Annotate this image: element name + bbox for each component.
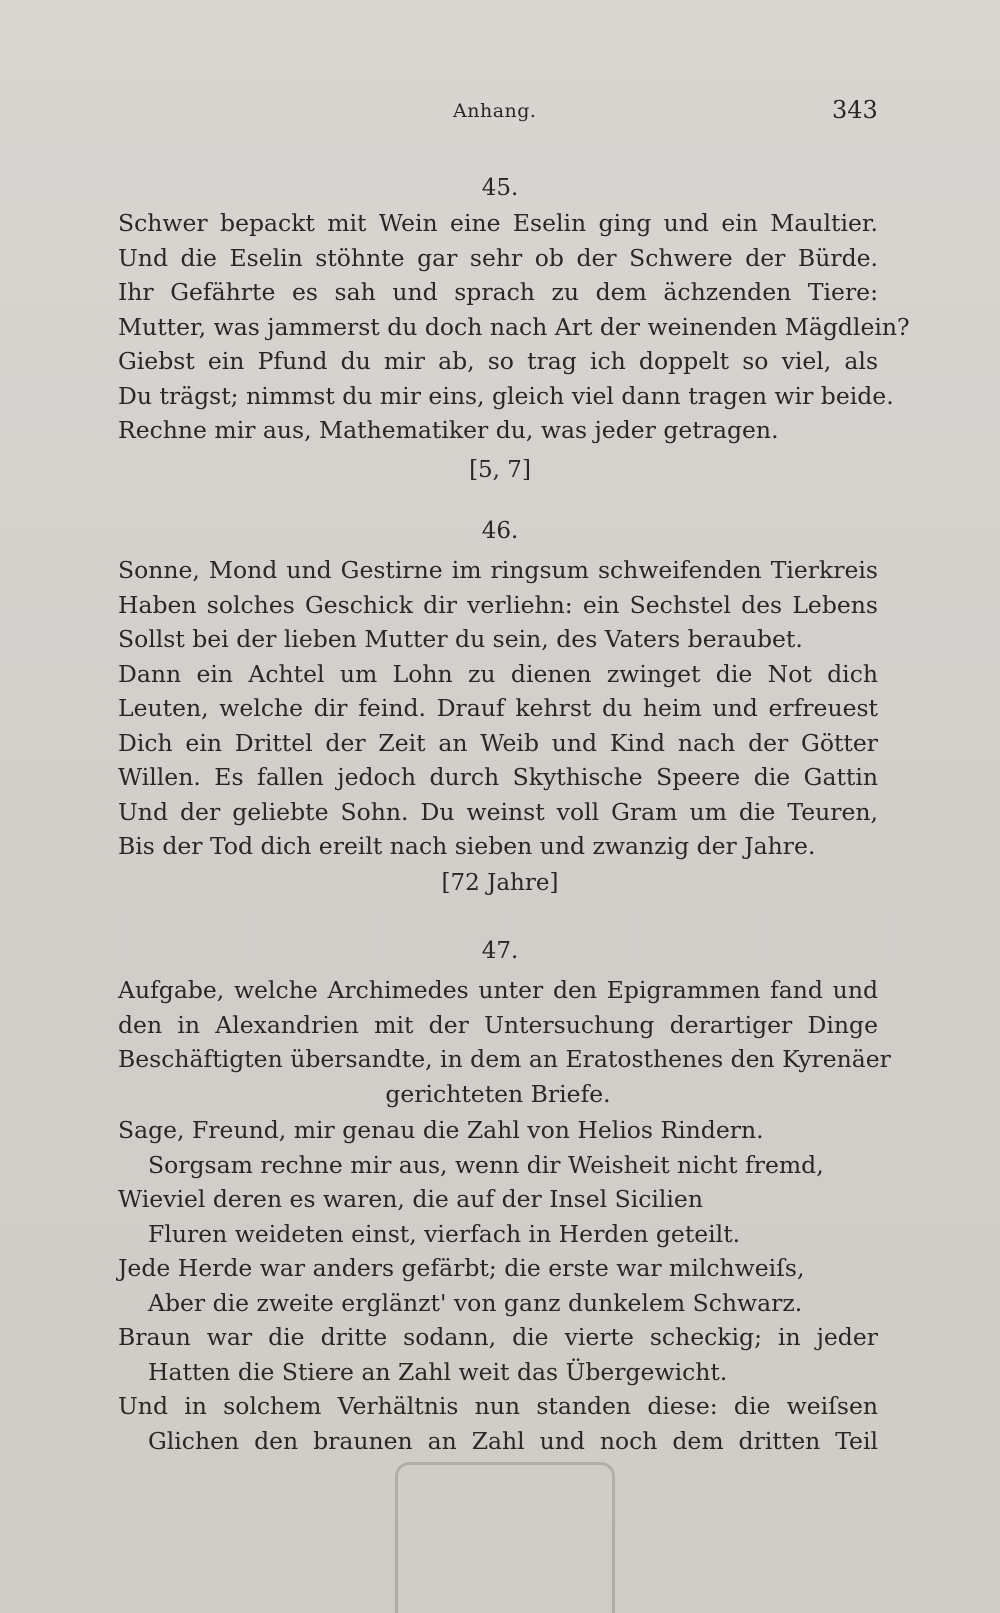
text-line: Willen. Es fallen jedoch durch Skythische Speere die Gattin <box>118 763 878 791</box>
text-line: Rechne mir aus, Mathematiker du, was jeder getragen. <box>118 416 779 444</box>
problem-46-answer: [72 Jahre] <box>441 870 559 896</box>
text-line: Mutter, was jammerst du doch nach Art der weinenden Mägdlein? <box>118 312 910 341</box>
page-header <box>0 96 1000 136</box>
running-head: Anhang. <box>453 100 537 122</box>
text-line: Sollst bei der lieben Mutter du sein, des Vaters beraubet. <box>118 625 803 653</box>
text-line: Sonne, Mond und Gestirne im ringsum schweifenden Tierkreis <box>118 556 878 584</box>
text-line: Und die Eselin stöhnte gar sehr ob der Schwere der Bürde. <box>118 243 878 272</box>
text-line: Ihr Gefährte es sah und sprach zu dem ächzenden Tiere: <box>118 278 878 306</box>
verse-line: Jede Herde war anders gefärbt; die erste war milchweiſs, <box>118 1254 805 1282</box>
problem-47-number: 47. <box>481 938 519 964</box>
verse-line: Wieviel deren es waren, die auf der Insel Sicilien <box>118 1185 703 1213</box>
problem-46-text <box>118 553 878 864</box>
verse-line: Braun war die dritte sodann, die vierte scheckig; in jeder <box>118 1323 878 1351</box>
text-line: Haben solches Geschick dir verliehn: ein Sechstel des Lebens <box>118 590 878 619</box>
verse-line: Fluren weideten einst, vierfach in Herden geteilt. <box>148 1219 741 1248</box>
problem-45-number: 45. <box>481 175 519 201</box>
text-line: Bis der Tod dich ereilt nach sieben und zwanzig der Jahre. <box>118 832 816 860</box>
problem-47-intro <box>118 973 891 1111</box>
text-line: gerichteten Briefe. <box>385 1079 611 1108</box>
text-line: Dich ein Drittel der Zeit an Weib und Kind nach der Götter <box>118 728 878 757</box>
verse-line: Sorgsam rechne mir aus, wenn dir Weisheit nicht fremd, <box>148 1150 824 1179</box>
verse-line: Sage, Freund, mir genau die Zahl von Helios Rindern. <box>118 1116 764 1144</box>
verse-line: Glichen den braunen an Zahl und noch dem dritten Teil <box>148 1426 878 1455</box>
text-line: Und der geliebte Sohn. Du weinst voll Gram um die Teuren, <box>118 797 878 826</box>
problem-45-text <box>118 206 910 448</box>
verse-line: Hatten die Stiere an Zahl weit das Übergewicht. <box>148 1357 728 1386</box>
verse-line: Und in solchem Verhältnis nun standen diese: die weiſsen <box>118 1392 878 1420</box>
text-line: den in Alexandrien mit der Untersuchung derartiger Dinge <box>118 1010 878 1039</box>
text-line: Leuten, welche dir feind. Drauf kehrst du heim und erfreuest <box>118 694 878 722</box>
text-line: Aufgabe, welche Archimedes unter den Epigrammen fand und <box>118 976 878 1004</box>
problem-45-answer: [5, 7] <box>469 457 531 483</box>
problem-47-verse <box>118 1113 878 1458</box>
problem-46-number: 46. <box>481 518 519 544</box>
library-stamp <box>395 1462 615 1613</box>
text-line: Du trägst; nimmst du mir eins, gleich viel dann tragen wir beide. <box>118 381 894 410</box>
text-line: Dann ein Achtel um Lohn zu dienen zwinget die Not dich <box>118 659 878 688</box>
text-line: Giebst ein Pfund du mir ab, so trag ich doppelt so viel, als <box>118 347 878 375</box>
text-line: Beschäftigten übersandte, in dem an Eratosthenes den Kyrenäer <box>118 1045 891 1073</box>
text-line: Schwer bepackt mit Wein eine Eselin ging und ein Maultier. <box>118 209 878 237</box>
page-number: 343 <box>832 96 878 124</box>
verse-line: Aber die zweite erglänzt' von ganz dunkelem Schwarz. <box>148 1288 803 1317</box>
